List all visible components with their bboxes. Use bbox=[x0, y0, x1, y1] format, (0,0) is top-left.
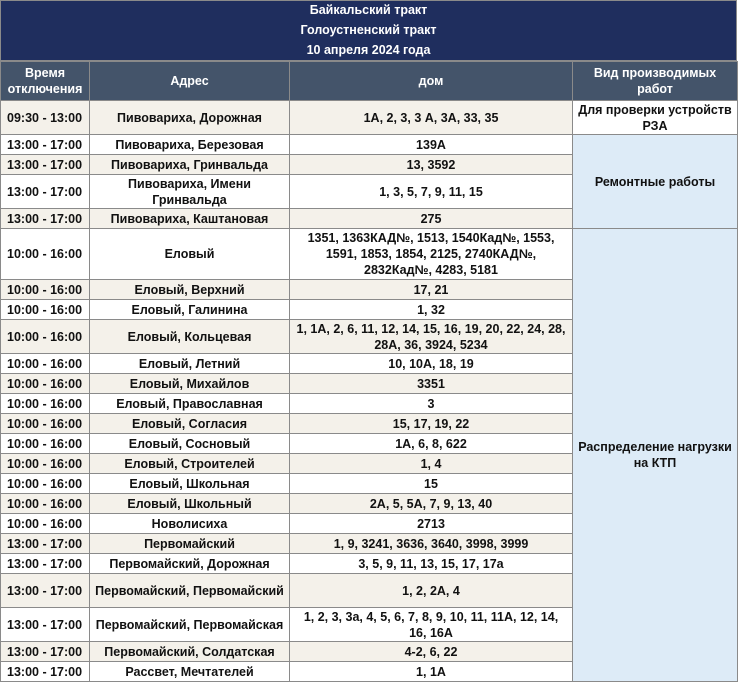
cell-time: 10:00 - 16:00 bbox=[1, 394, 90, 414]
cell-house: 1, 9, 3241, 3636, 3640, 3998, 3999 bbox=[290, 534, 573, 554]
cell-address: Новолисиха bbox=[90, 514, 290, 534]
banner-road-2: Голоустненский тракт bbox=[300, 23, 437, 37]
cell-house: 1, 3, 5, 7, 9, 11, 15 bbox=[290, 175, 573, 209]
cell-address: Еловый, Михайлов bbox=[90, 374, 290, 394]
cell-time: 10:00 - 16:00 bbox=[1, 514, 90, 534]
cell-address: Пивовариха, Каштановая bbox=[90, 209, 290, 229]
cell-address: Еловый, Школьная bbox=[90, 474, 290, 494]
page-banner bbox=[0, 0, 737, 61]
cell-house: 1А, 6, 8, 622 bbox=[290, 434, 573, 454]
cell-address: Еловый, Согласия bbox=[90, 414, 290, 434]
cell-work-type: Для проверки устройств РЗА bbox=[573, 101, 738, 135]
cell-house: 3, 5, 9, 11, 13, 15, 17, 17а bbox=[290, 554, 573, 574]
cell-time: 10:00 - 16:00 bbox=[1, 229, 90, 280]
cell-house: 1, 32 bbox=[290, 300, 573, 320]
table-row bbox=[1, 135, 738, 155]
cell-address: Еловый, Строителей bbox=[90, 454, 290, 474]
cell-time: 13:00 - 17:00 bbox=[1, 574, 90, 608]
cell-house: 275 bbox=[290, 209, 573, 229]
cell-house: 1351, 1363КАД№, 1513, 1540Кад№, 1553, 1591, 1853, 1854, 2125, 2740КАД№, 2832Кад№, 4283, 5181 bbox=[290, 229, 573, 280]
cell-time: 10:00 - 16:00 bbox=[1, 474, 90, 494]
cell-time: 10:00 - 16:00 bbox=[1, 320, 90, 354]
cell-house: 3351 bbox=[290, 374, 573, 394]
cell-address: Первомайский, Первомайский bbox=[90, 574, 290, 608]
cell-house: 1, 2, 2А, 4 bbox=[290, 574, 573, 608]
cell-address: Еловый, Кольцевая bbox=[90, 320, 290, 354]
cell-address: Первомайский, Солдатская bbox=[90, 642, 290, 662]
cell-house: 1, 4 bbox=[290, 454, 573, 474]
cell-address: Пивовариха, Имени Гринвальда bbox=[90, 175, 290, 209]
cell-work-type: Распределение нагрузки на КТП bbox=[573, 229, 738, 682]
cell-house: 139А bbox=[290, 135, 573, 155]
cell-house: 10, 10А, 18, 19 bbox=[290, 354, 573, 374]
cell-address: Пивовариха, Березовая bbox=[90, 135, 290, 155]
header-house: дом bbox=[290, 62, 573, 101]
header-time: Время отключения bbox=[1, 62, 90, 101]
table-row bbox=[1, 229, 738, 280]
cell-house: 13, 3592 bbox=[290, 155, 573, 175]
cell-time: 10:00 - 16:00 bbox=[1, 434, 90, 454]
cell-time: 13:00 - 17:00 bbox=[1, 662, 90, 682]
cell-house: 15 bbox=[290, 474, 573, 494]
header-work: Вид производимых работ bbox=[573, 62, 738, 101]
banner-road-1: Байкальский тракт bbox=[309, 3, 428, 17]
cell-address: Еловый, Сосновый bbox=[90, 434, 290, 454]
cell-address: Пивовариха, Гринвальда bbox=[90, 155, 290, 175]
cell-address: Пивовариха, Дорожная bbox=[90, 101, 290, 135]
cell-time: 10:00 - 16:00 bbox=[1, 354, 90, 374]
cell-house: 2А, 5, 5А, 7, 9, 13, 40 bbox=[290, 494, 573, 514]
cell-time: 13:00 - 17:00 bbox=[1, 209, 90, 229]
cell-time: 10:00 - 16:00 bbox=[1, 280, 90, 300]
cell-address: Еловый, Галинина bbox=[90, 300, 290, 320]
cell-house: 1, 2, 3, 3а, 4, 5, 6, 7, 8, 9, 10, 11, 11А, 12, 14, 16, 16А bbox=[290, 608, 573, 642]
header-address: Адрес bbox=[90, 62, 290, 101]
cell-house: 1, 1А, 2, 6, 11, 12, 14, 15, 16, 19, 20, 22, 24, 28, 28А, 36, 3924, 5234 bbox=[290, 320, 573, 354]
cell-house: 1, 1А bbox=[290, 662, 573, 682]
cell-address: Первомайский, Дорожная bbox=[90, 554, 290, 574]
cell-address: Первомайский bbox=[90, 534, 290, 554]
cell-address: Рассвет, Мечтателей bbox=[90, 662, 290, 682]
cell-time: 10:00 - 16:00 bbox=[1, 454, 90, 474]
cell-time: 13:00 - 17:00 bbox=[1, 135, 90, 155]
table-header-row bbox=[1, 62, 738, 101]
cell-time: 10:00 - 16:00 bbox=[1, 374, 90, 394]
cell-address: Еловый, Летний bbox=[90, 354, 290, 374]
cell-time: 10:00 - 16:00 bbox=[1, 300, 90, 320]
cell-time: 13:00 - 17:00 bbox=[1, 608, 90, 642]
cell-time: 13:00 - 17:00 bbox=[1, 554, 90, 574]
cell-house: 3 bbox=[290, 394, 573, 414]
cell-time: 10:00 - 16:00 bbox=[1, 414, 90, 434]
cell-house: 15, 17, 19, 22 bbox=[290, 414, 573, 434]
cell-address: Еловый, Школьный bbox=[90, 494, 290, 514]
cell-time: 10:00 - 16:00 bbox=[1, 494, 90, 514]
cell-time: 13:00 - 17:00 bbox=[1, 642, 90, 662]
cell-house: 2713 bbox=[290, 514, 573, 534]
cell-time: 13:00 - 17:00 bbox=[1, 534, 90, 554]
cell-address: Еловый, Православная bbox=[90, 394, 290, 414]
outage-table bbox=[0, 61, 738, 682]
cell-time: 13:00 - 17:00 bbox=[1, 155, 90, 175]
banner-date: 10 апреля 2024 года bbox=[306, 43, 431, 57]
table-row bbox=[1, 101, 738, 135]
cell-house: 4-2, 6, 22 bbox=[290, 642, 573, 662]
cell-house: 1А, 2, 3, 3 А, 3А, 33, 35 bbox=[290, 101, 573, 135]
cell-time: 13:00 - 17:00 bbox=[1, 175, 90, 209]
cell-address: Еловый, Верхний bbox=[90, 280, 290, 300]
cell-address: Еловый bbox=[90, 229, 290, 280]
cell-work-type: Ремонтные работы bbox=[573, 135, 738, 229]
cell-address: Первомайский, Первомайская bbox=[90, 608, 290, 642]
cell-time: 09:30 - 13:00 bbox=[1, 101, 90, 135]
cell-house: 17, 21 bbox=[290, 280, 573, 300]
